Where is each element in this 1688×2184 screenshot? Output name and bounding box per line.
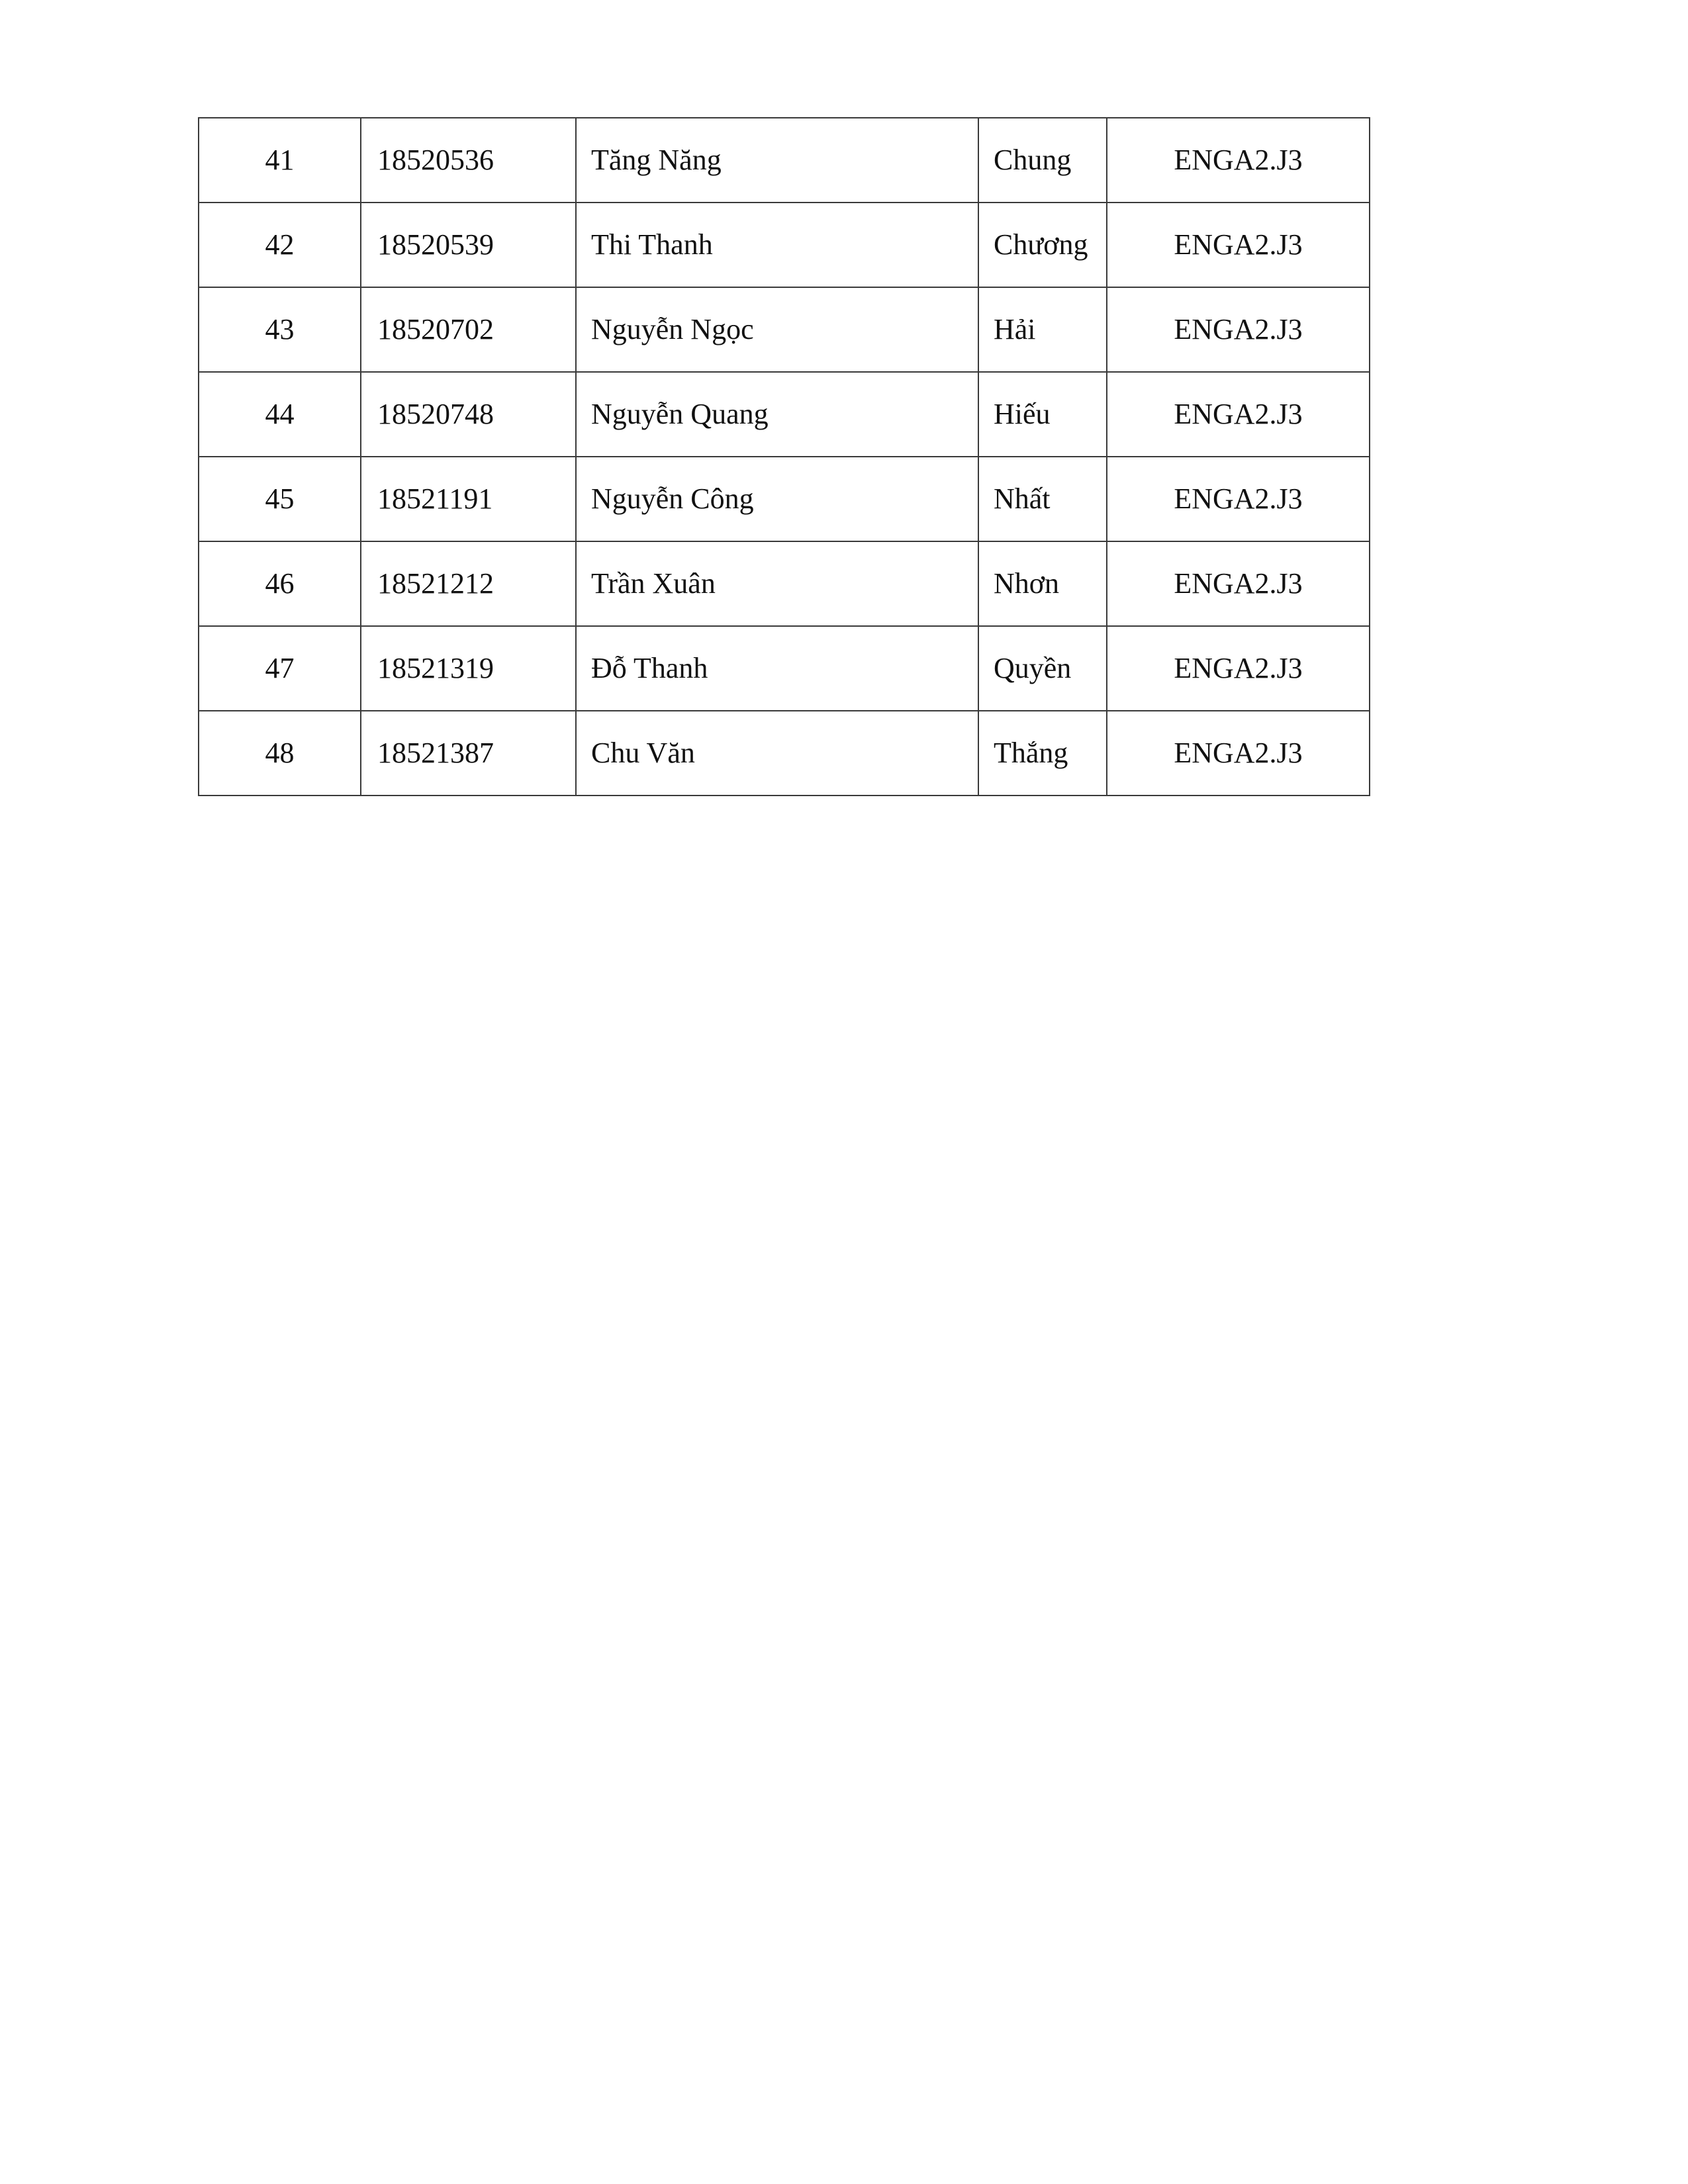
student-id-cell: 18520702 [361, 287, 576, 372]
last-name-cell: Chu Văn [576, 711, 978, 796]
class-code-cell: ENGA2.J3 [1107, 541, 1370, 626]
roster-body [199, 118, 1370, 796]
table-row [199, 457, 1370, 541]
row-number-cell: 43 [199, 287, 361, 372]
last-name-cell: Trần Xuân [576, 541, 978, 626]
student-id-cell: 18521191 [361, 457, 576, 541]
student-id-cell: 18521319 [361, 626, 576, 711]
class-code-cell: ENGA2.J3 [1107, 626, 1370, 711]
last-name-cell: Nguyễn Quang [576, 372, 978, 457]
row-number-cell: 42 [199, 203, 361, 287]
row-number-cell: 45 [199, 457, 361, 541]
first-name-cell: Hải [978, 287, 1107, 372]
row-number-cell: 48 [199, 711, 361, 796]
last-name-cell: Thi Thanh [576, 203, 978, 287]
student-roster-table [198, 117, 1370, 796]
student-id-cell: 18520539 [361, 203, 576, 287]
table-row [199, 626, 1370, 711]
class-code-cell: ENGA2.J3 [1107, 457, 1370, 541]
table-row [199, 541, 1370, 626]
last-name-cell: Đỗ Thanh [576, 626, 978, 711]
student-id-cell: 18520536 [361, 118, 576, 203]
first-name-cell: Chương [978, 203, 1107, 287]
last-name-cell: Nguyễn Ngọc [576, 287, 978, 372]
first-name-cell: Nhơn [978, 541, 1107, 626]
row-number-cell: 41 [199, 118, 361, 203]
class-code-cell: ENGA2.J3 [1107, 711, 1370, 796]
row-number-cell: 46 [199, 541, 361, 626]
table-row [199, 287, 1370, 372]
first-name-cell: Quyền [978, 626, 1107, 711]
class-code-cell: ENGA2.J3 [1107, 287, 1370, 372]
first-name-cell: Hiếu [978, 372, 1107, 457]
student-id-cell: 18521212 [361, 541, 576, 626]
table-row [199, 203, 1370, 287]
row-number-cell: 47 [199, 626, 361, 711]
last-name-cell: Nguyễn Công [576, 457, 978, 541]
table-row [199, 711, 1370, 796]
table-row [199, 372, 1370, 457]
student-id-cell: 18521387 [361, 711, 576, 796]
first-name-cell: Thắng [978, 711, 1107, 796]
last-name-cell: Tăng Năng [576, 118, 978, 203]
table-row [199, 118, 1370, 203]
class-code-cell: ENGA2.J3 [1107, 118, 1370, 203]
first-name-cell: Nhất [978, 457, 1107, 541]
class-code-cell: ENGA2.J3 [1107, 372, 1370, 457]
class-code-cell: ENGA2.J3 [1107, 203, 1370, 287]
first-name-cell: Chung [978, 118, 1107, 203]
row-number-cell: 44 [199, 372, 361, 457]
student-id-cell: 18520748 [361, 372, 576, 457]
